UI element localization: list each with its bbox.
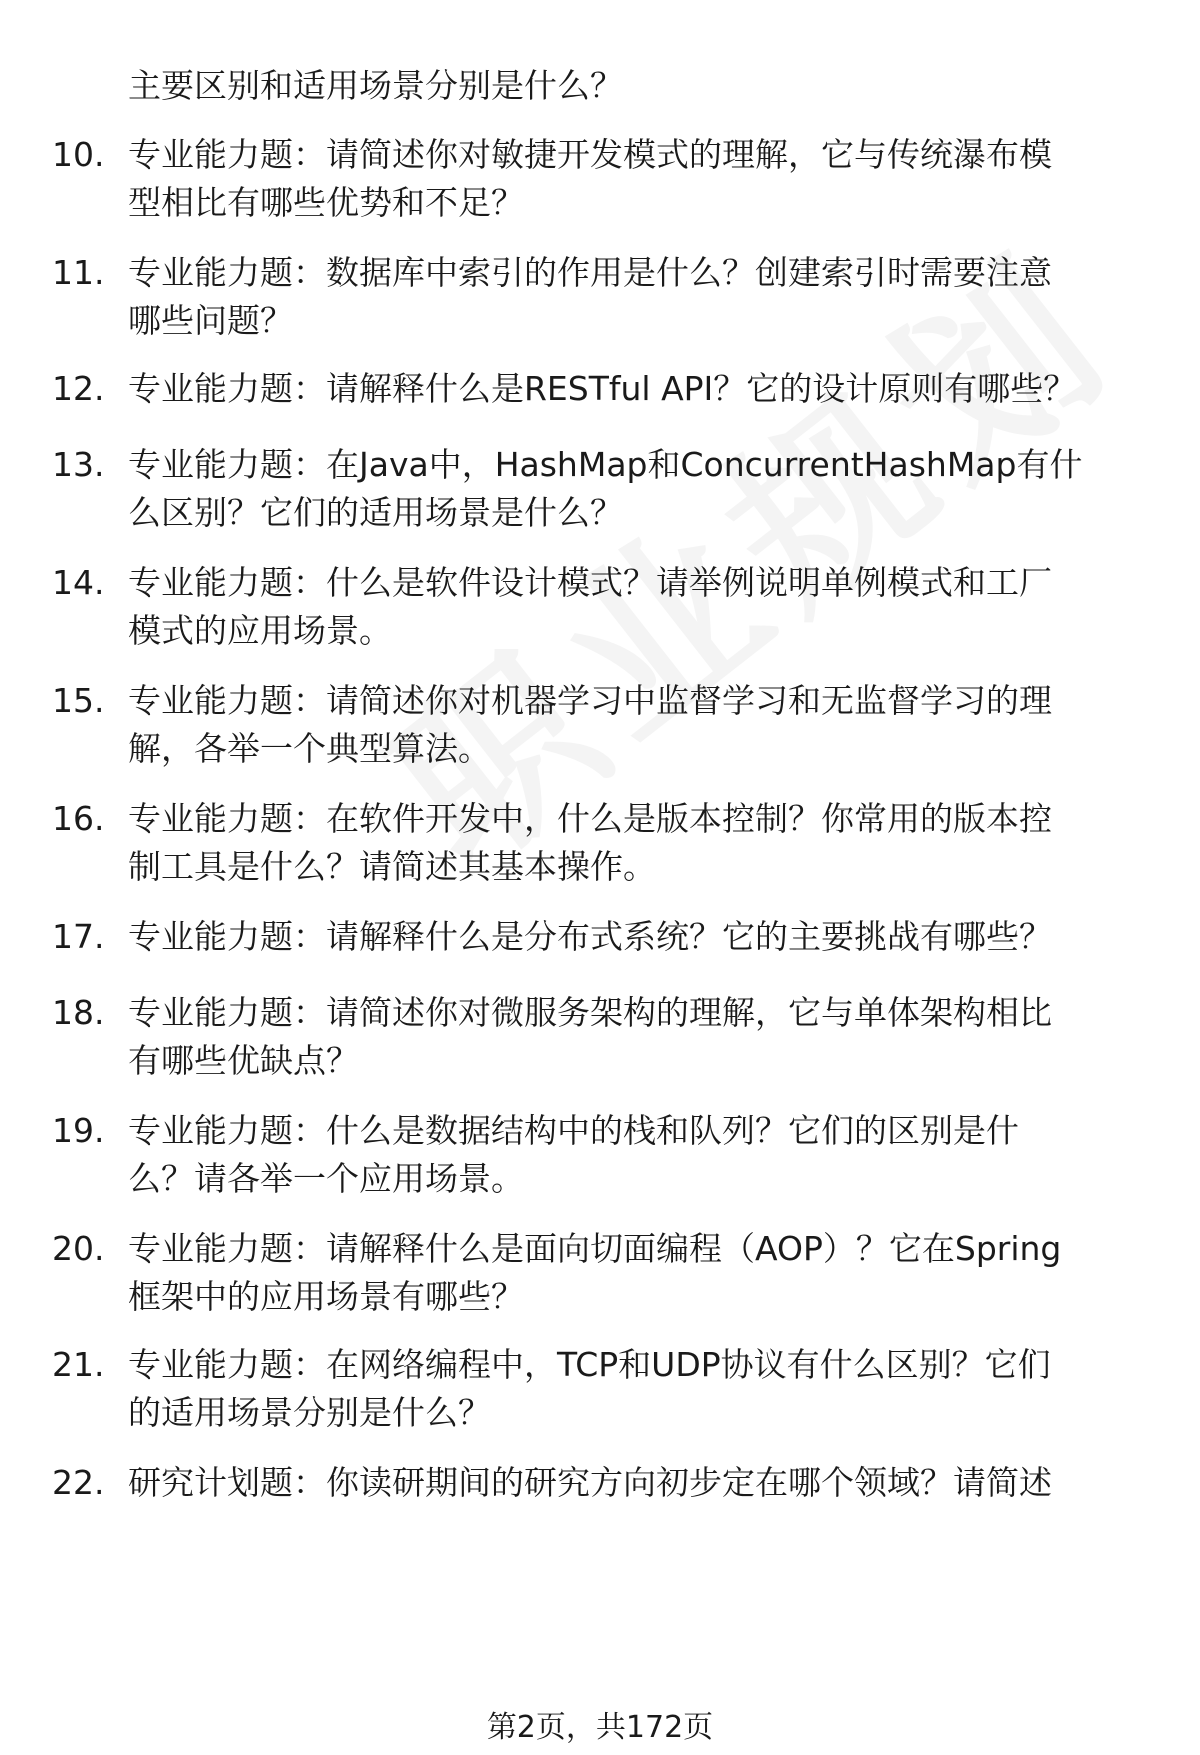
question-text-line: 哪些问题？ xyxy=(128,301,293,340)
question-number: 13. xyxy=(52,445,105,484)
question-text-line: 专业能力题：什么是数据结构中的栈和队列？它们的区别是什 xyxy=(128,1111,1019,1150)
question-text-line: 专业能力题：请简述你对敏捷开发模式的理解，它与传统瀑布模 xyxy=(128,135,1052,174)
question-text-line: 么？请各举一个应用场景。 xyxy=(128,1159,524,1198)
question-text xyxy=(128,1459,1158,1507)
question-number: 18. xyxy=(52,993,105,1032)
question-text-line: 型相比有哪些优势和不足？ xyxy=(128,183,524,222)
question-text-line: 专业能力题：请解释什么是RESTful API？它的设计原则有哪些？ xyxy=(128,369,1077,408)
question-text-line: 专业能力题：请简述你对微服务架构的理解，它与单体架构相比 xyxy=(128,993,1052,1032)
question-text-line: 专业能力题：请简述你对机器学习中监督学习和无监督学习的理 xyxy=(128,681,1052,720)
question-text xyxy=(128,1107,1158,1203)
question-text-line: 专业能力题：请解释什么是分布式系统？它的主要挑战有哪些？ xyxy=(128,917,1052,956)
question-text xyxy=(128,365,1158,413)
question-text-line: 专业能力题：请解释什么是面向切面编程（AOP）？它在Spring xyxy=(128,1229,1062,1268)
question-text xyxy=(128,677,1158,773)
question-text xyxy=(128,913,1158,961)
question-text xyxy=(128,1225,1158,1321)
question-text-line: 专业能力题：在网络编程中，TCP和UDP协议有什么区别？它们 xyxy=(128,1345,1051,1384)
question-number: 10. xyxy=(52,135,105,174)
question-number: 12. xyxy=(52,369,105,408)
question-text xyxy=(128,559,1158,655)
question-text-line: 的适用场景分别是什么？ xyxy=(128,1393,491,1432)
question-text xyxy=(128,795,1158,891)
question-text-line: 制工具是什么？请简述其基本操作。 xyxy=(128,847,656,886)
question-number: 22. xyxy=(52,1463,105,1502)
question-text-line: 模式的应用场景。 xyxy=(128,611,392,650)
question-number: 17. xyxy=(52,917,105,956)
question-number: 11. xyxy=(52,253,105,292)
question-text-line: 专业能力题：数据库中索引的作用是什么？创建索引时需要注意 xyxy=(128,253,1052,292)
question-text xyxy=(128,441,1158,537)
question-text xyxy=(128,249,1158,345)
question-text xyxy=(128,1341,1158,1437)
page-footer: 第2页，共172页 xyxy=(486,1710,714,1745)
question-number: 20. xyxy=(52,1229,105,1268)
question-text-line: 有哪些优缺点？ xyxy=(128,1041,359,1080)
question-text-line: 解，各举一个典型算法。 xyxy=(128,729,491,768)
question-text-line: 专业能力题：在软件开发中，什么是版本控制？你常用的版本控 xyxy=(128,799,1052,838)
question-text-line: 研究计划题：你读研期间的研究方向初步定在哪个领域？请简述 xyxy=(128,1463,1052,1502)
question-text-line: 框架中的应用场景有哪些？ xyxy=(128,1277,524,1316)
question-text xyxy=(128,131,1158,227)
question-number: 15. xyxy=(52,681,105,720)
question-number: 14. xyxy=(52,563,105,602)
question-number: 21. xyxy=(52,1345,105,1384)
question-number: 16. xyxy=(52,799,105,838)
continuation-line: 主要区别和适用场景分别是什么？ xyxy=(128,66,623,105)
question-text-line: 专业能力题：什么是软件设计模式？请举例说明单例模式和工厂 xyxy=(128,563,1052,602)
question-text xyxy=(128,989,1158,1085)
question-number: 19. xyxy=(52,1111,105,1150)
question-text-line: 么区别？它们的适用场景是什么？ xyxy=(128,493,623,532)
question-text-line: 专业能力题：在Java中，HashMap和ConcurrentHashMap有什 xyxy=(128,445,1083,484)
